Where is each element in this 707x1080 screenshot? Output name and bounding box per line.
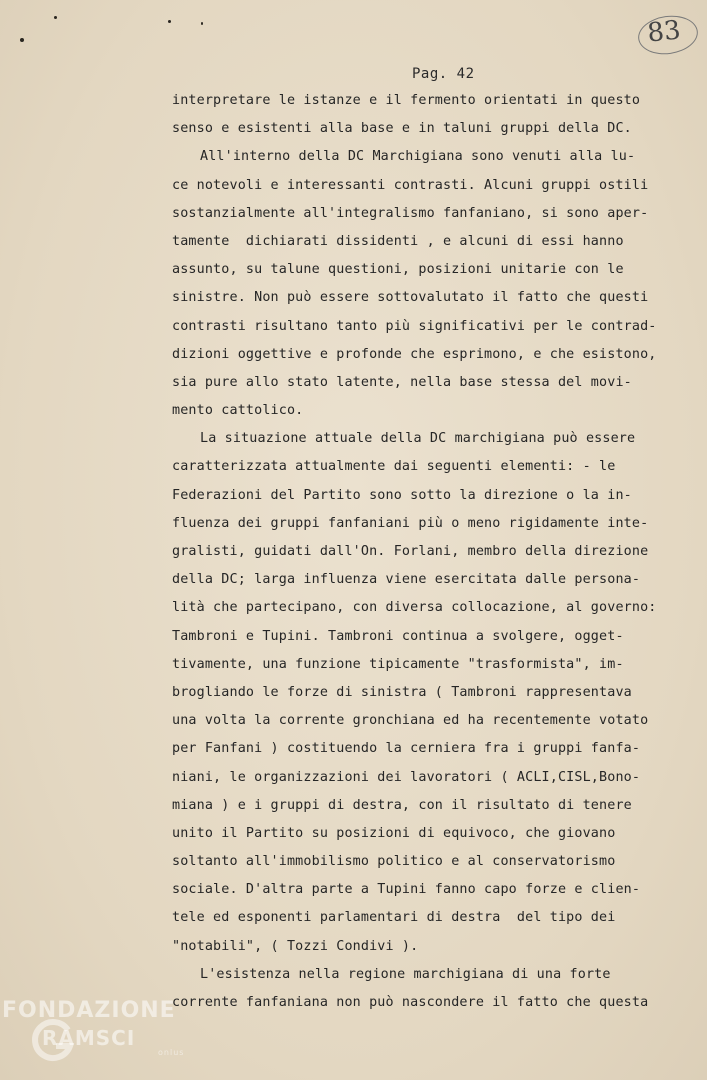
ink-speck <box>54 16 57 19</box>
ink-speck <box>168 20 171 23</box>
ink-speck <box>20 38 24 42</box>
text-line: niani, le organizzazioni dei lavoratori ( ACLI,CISL,Bono- <box>172 769 641 785</box>
text-line: miana ) e i gruppi di destra, con il risultato di tenere <box>172 797 632 813</box>
text-line: dizioni oggettive e profonde che esprimono, e che esistono, <box>172 346 657 362</box>
text-line: sinistre. Non può essere sottovalutato il fatto che questi <box>172 290 649 306</box>
text-line: La situazione attuale della DC marchigiana può essere <box>200 431 636 447</box>
text-line: L'esistenza nella regione marchigiana di una forte <box>200 966 611 982</box>
text-line: ce notevoli e interessanti contrasti. Alcuni gruppi ostili <box>172 177 649 193</box>
text-line: una volta la corrente gronchiana ed ha recentemente votato <box>172 713 649 729</box>
text-line: unito il Partito su posizioni di equivoco, che giovano <box>172 825 616 841</box>
watermark-onlus: onlus <box>158 1048 185 1057</box>
handwritten-page-number: 83 <box>645 15 683 49</box>
typed-body-text <box>172 87 672 1017</box>
gramsci-g-logo-icon <box>30 1018 76 1064</box>
text-line: sostanzialmente all'integralismo fanfaniano, si sono aper- <box>172 205 649 221</box>
watermark-line2: RAMSCI <box>42 1026 136 1050</box>
text-line: tele ed esponenti parlamentari di destra del tipo dei <box>172 910 616 926</box>
text-line: gralisti, guidati dall'On. Forlani, membro della direzione <box>172 544 649 559</box>
text-line: della DC; larga influenza viene esercitata dalle persona- <box>172 572 641 588</box>
text-line: Tambroni e Tupini. Tambroni continua a svolgere, ogget- <box>172 628 624 644</box>
text-line: sia pure allo stato latente, nella base stessa del movi- <box>172 374 632 390</box>
text-line: lità che partecipano, con diversa collocazione, al governo: <box>172 600 657 616</box>
watermark-line1: FONDAZIONE <box>2 998 176 1023</box>
text-line: tamente dichiarati dissidenti , e alcuni di essi hanno <box>172 233 624 249</box>
text-line: mento cattolico. <box>172 403 304 419</box>
text-line: tivamente, una funzione tipicamente "trasformista", im- <box>172 656 624 672</box>
text-line: senso e esistenti alla base e in taluni gruppi della DC. <box>172 121 632 137</box>
text-line: Federazioni del Partito sono sotto la direzione o la in- <box>172 487 632 503</box>
text-line: contrasti risultano tanto più significativi per le contrad- <box>172 318 657 334</box>
text-line: interpretare le istanze e il fermento orientati in questo <box>172 93 641 108</box>
text-line: soltanto all'immobilismo politico e al conservatorismo <box>172 854 616 870</box>
text-line: caratterizzata attualmente dai seguenti elementi: - le <box>172 459 616 475</box>
text-line: brogliando le forze di sinistra ( Tambroni rappresentava <box>172 684 632 700</box>
text-line: per Fanfani ) costituendo la cerniera fra i gruppi fanfa- <box>172 741 641 757</box>
text-line: sociale. D'altra parte a Tupini fanno capo forze e clien- <box>172 882 641 898</box>
text-line: fluenza dei gruppi fanfaniani più o meno rigidamente inte- <box>172 515 649 531</box>
text-line: "notabili", ( Tozzi Condivi ). <box>172 938 419 954</box>
text-line: corrente fanfaniana non può nascondere il fatto che questa <box>172 995 649 1010</box>
text-line: assunto, su talune questioni, posizioni unitarie con le <box>172 262 624 278</box>
text-line: All'interno della DC Marchigiana sono venuti alla lu- <box>200 149 636 165</box>
ink-speck <box>201 22 203 25</box>
fondazione-gramsci-watermark <box>2 998 202 1066</box>
page-header: Pag. 42 <box>412 66 475 82</box>
